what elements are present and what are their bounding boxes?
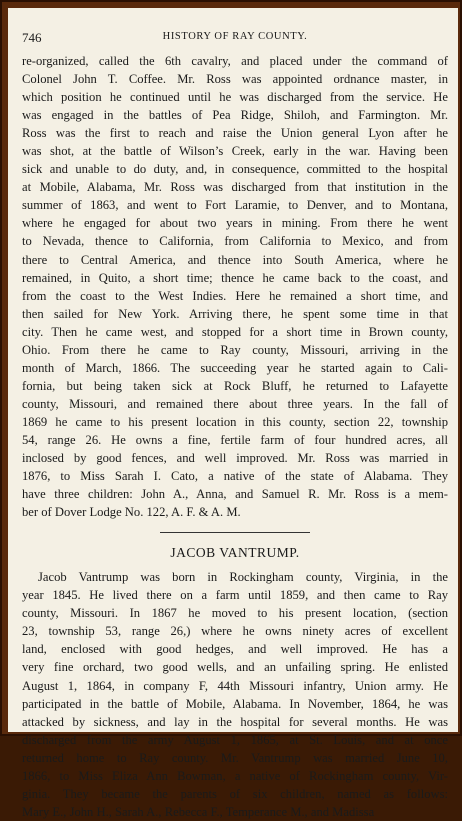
running-head bbox=[22, 30, 448, 52]
text-line: discharged from the army August 1, 1865, at St. Louis, and at once bbox=[22, 732, 448, 747]
text-line: at Mobile, Alabama, Mr. Ross was discharged from that institution in the bbox=[22, 180, 448, 195]
text-line: ginia. They became the parents of six children, named as follows: bbox=[22, 786, 448, 801]
text-line: which position he continued until he was discharged from the service. He bbox=[22, 90, 448, 105]
section-divider bbox=[160, 532, 310, 533]
text-line: summer of 1863, and went to Fort Laramie, to Denver, and to Montana, bbox=[22, 198, 448, 213]
text-line: where he engaged for about two years in mining. From there he went bbox=[22, 216, 448, 231]
text-line: Mary E., John H., Sarah A., Rebecca F., Temperance M., and Madissa bbox=[22, 804, 375, 819]
text-line: Ross was the first to reach and raise the Union general Lyon after he bbox=[22, 126, 448, 141]
section-heading: JACOB VANTRUMP. bbox=[170, 545, 300, 561]
text-line: then sailed for New York. Arriving there, he spent some time in that bbox=[22, 306, 448, 321]
text-line: participated in the battle of Mobile, Alabama. In November, 1864, he was bbox=[22, 696, 448, 711]
text-line: ber of Dover Lodge No. 122, A. F. & A. M. bbox=[22, 505, 241, 520]
page-number: 746 bbox=[22, 30, 42, 45]
text-line: very fine orchard, two good wells, and an unfailing spring. He enlisted bbox=[22, 660, 448, 675]
text-line: sick and unable to do duty, and, in consequence, committed to the hospital bbox=[22, 162, 448, 177]
text-line: re-organized, called the 6th cavalry, and placed under the command of bbox=[22, 54, 448, 68]
text-line: August 1, 1864, in company F, 44th Missouri infantry, Union army. He bbox=[22, 678, 448, 693]
text-line: fornia, but being taken sick at Rock Bluff, he returned to Lafayette bbox=[22, 378, 448, 393]
text-line: have three children: John A., Anna, and Samuel R. Mr. Ross is a mem- bbox=[22, 487, 448, 502]
biography-vantrump-paragraph bbox=[22, 568, 448, 821]
text-line: Colonel John T. Coffee. Mr. Ross was appointed ordnance master, in bbox=[22, 72, 448, 87]
text-line: to Nevada, thence to California, from California to Mexico, and from bbox=[22, 234, 448, 249]
text-line: remained, in Quito, a short time; thence he came back to the coast, and bbox=[22, 270, 448, 285]
text-line: year 1845. He lived there on a farm until 1859, and then came to Ray bbox=[22, 588, 448, 603]
text-line: county, Missouri. In 1867 he moved to his present location, (section bbox=[22, 606, 448, 621]
text-line: Ohio. From there he came to Ray county, Missouri, arriving in the bbox=[22, 342, 448, 357]
text-line: returned home to Ray county. Mr. Vantrump was married June 10, bbox=[22, 750, 448, 765]
text-line: there to Central America, and thence into South America, where he bbox=[22, 252, 448, 267]
text-line: city. Then he came west, and stopped for a short time in Brown county, bbox=[22, 324, 448, 339]
text-line: attacked by sickness, and lay in the hospital for several months. He was bbox=[22, 714, 448, 729]
running-head-title: HISTORY OF RAY COUNTY. bbox=[162, 31, 308, 42]
text-line: was shot, at the battle of Wilson’s Creek, early in the war. Having been bbox=[22, 144, 448, 159]
text-line: 1876, to Miss Sarah I. Cato, a native of the state of Alabama. They bbox=[22, 469, 448, 484]
text-line: Jacob Vantrump was born in Rockingham county, Virginia, in the bbox=[38, 570, 448, 585]
text-line: 1866, to Miss Eliza Ann Bowman, a native of Rockingham county, Vir- bbox=[22, 768, 448, 783]
text-line: 54, range 26. He owns a fine, fertile farm of four hundred acres, all bbox=[22, 432, 448, 447]
text-line: month of March, 1866. The succeeding year he started again to Cali- bbox=[22, 360, 448, 375]
text-line: 1869 he came to his present location in this county, section 22, township bbox=[22, 414, 448, 429]
text-line: land, enclosed with good hedges, and well improved. He has a bbox=[22, 642, 448, 657]
text-line: from the coast to the West Indies. Here he remained a short time, and bbox=[22, 288, 448, 303]
book-page bbox=[8, 8, 458, 819]
biography-ross-paragraph bbox=[22, 52, 448, 521]
text-line: inclosed by good fences, and well improved. Mr. Ross was married in bbox=[22, 451, 448, 466]
text-line: county, Missouri, and remained there about three years. In the fall of bbox=[22, 396, 448, 411]
text-line: 23, township 53, range 26,) where he owns ninety acres of excellent bbox=[22, 624, 448, 639]
text-line: was engaged in the battles of Pea Ridge, Shiloh, and Farmington. Mr. bbox=[22, 108, 448, 123]
